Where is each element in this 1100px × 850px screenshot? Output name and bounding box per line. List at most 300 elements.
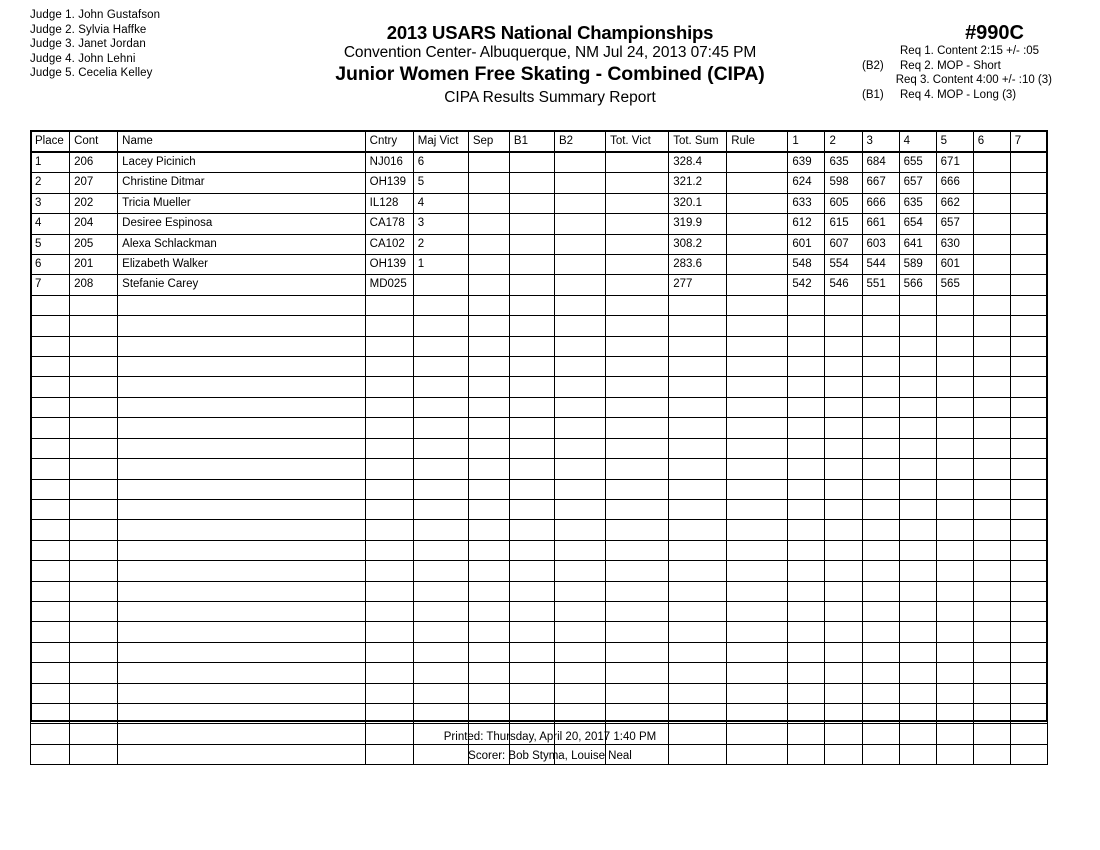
cell-empty	[936, 418, 973, 438]
cell-empty	[365, 540, 413, 560]
cell-empty	[468, 561, 509, 581]
title-block	[335, 22, 764, 108]
cell-empty	[936, 336, 973, 356]
cell-empty	[606, 540, 669, 560]
cell-empty	[70, 295, 118, 315]
table-row-empty	[31, 479, 1048, 499]
cell-empty	[468, 357, 509, 377]
cell-empty	[825, 418, 862, 438]
venue-line: Convention Center- Albuquerque, NM Jul 24, 2013 07:45 PM	[343, 44, 757, 61]
cell-empty	[509, 683, 554, 703]
cell-empty	[509, 377, 554, 397]
cell-cntry: IL128	[365, 193, 413, 213]
cell-judge-4-score: 635	[899, 193, 936, 213]
cell-empty	[788, 295, 825, 315]
cell-empty	[825, 581, 862, 601]
requirements-panel	[858, 22, 1052, 102]
cell-empty	[862, 438, 899, 458]
cell-empty	[825, 561, 862, 581]
cell-empty	[727, 377, 788, 397]
table-row-empty	[31, 581, 1048, 601]
cell-empty	[31, 418, 70, 438]
cell-cntry: CA178	[365, 214, 413, 234]
column-header-sep: Sep	[468, 131, 509, 153]
cell-empty	[862, 316, 899, 336]
cell-empty	[1010, 703, 1047, 723]
cell-empty	[118, 397, 365, 417]
cell-empty	[365, 295, 413, 315]
cell-name: Christine Ditmar	[118, 173, 365, 193]
cell-empty	[468, 520, 509, 540]
cell-empty	[1010, 479, 1047, 499]
cell-empty	[788, 601, 825, 621]
cell-empty	[509, 601, 554, 621]
table-row-empty	[31, 683, 1048, 703]
table-row-empty	[31, 459, 1048, 479]
table-row[interactable]	[31, 275, 1048, 295]
cell-empty	[973, 540, 1010, 560]
cell-judge-2-score: 554	[825, 255, 862, 275]
cell-empty	[509, 295, 554, 315]
cell-empty	[118, 642, 365, 662]
cell-empty	[1010, 499, 1047, 519]
table-row-empty	[31, 663, 1048, 683]
column-header-tot-vict: Tot. Vict	[606, 131, 669, 153]
cell-empty	[899, 601, 936, 621]
cell-empty	[118, 663, 365, 683]
cell-empty	[669, 479, 727, 499]
cell-empty	[70, 663, 118, 683]
cell-empty	[973, 581, 1010, 601]
cell-empty	[825, 683, 862, 703]
cell-empty	[973, 622, 1010, 642]
cell-empty	[70, 336, 118, 356]
cell-empty	[365, 622, 413, 642]
cell-empty	[727, 499, 788, 519]
cell-empty	[509, 561, 554, 581]
cell-empty	[727, 642, 788, 662]
cell-maj-vict: 6	[413, 152, 468, 173]
cell-empty	[31, 581, 70, 601]
cell-empty	[899, 357, 936, 377]
cell-empty	[31, 561, 70, 581]
cell-empty	[669, 418, 727, 438]
cell-judge-1-score: 548	[788, 255, 825, 275]
cell-b2	[554, 193, 605, 213]
cell-empty	[413, 418, 468, 438]
cell-empty	[825, 295, 862, 315]
cell-empty	[727, 663, 788, 683]
cell-empty	[973, 561, 1010, 581]
table-row[interactable]	[31, 152, 1048, 173]
cell-empty	[862, 520, 899, 540]
cell-empty	[669, 357, 727, 377]
cell-empty	[1010, 561, 1047, 581]
cell-empty	[509, 438, 554, 458]
cell-empty	[413, 377, 468, 397]
cell-name: Lacey Picinich	[118, 152, 365, 173]
judge-list-item: Judge 2. Sylvia Haffke	[30, 23, 147, 36]
cell-tot-vict	[606, 214, 669, 234]
cell-judge-2-score: 615	[825, 214, 862, 234]
cell-maj-vict: 3	[413, 214, 468, 234]
cell-empty	[936, 642, 973, 662]
table-row-empty	[31, 601, 1048, 621]
table-row[interactable]	[31, 193, 1048, 213]
cell-judge-4-score: 641	[899, 234, 936, 254]
cell-judge-7-score	[1010, 173, 1047, 193]
cell-empty	[788, 581, 825, 601]
cell-empty	[31, 683, 70, 703]
cell-judge-5-score: 662	[936, 193, 973, 213]
judge-list-item: Judge 4. John Lehni	[30, 52, 136, 65]
cell-empty	[899, 479, 936, 499]
cell-rule	[727, 234, 788, 254]
cell-empty	[509, 703, 554, 723]
cell-empty	[788, 499, 825, 519]
cell-empty	[1010, 601, 1047, 621]
cell-judge-3-score: 661	[862, 214, 899, 234]
cell-judge-1-score: 639	[788, 152, 825, 173]
cell-empty	[1010, 683, 1047, 703]
cell-empty	[862, 540, 899, 560]
cell-empty	[936, 316, 973, 336]
cell-judge-3-score: 667	[862, 173, 899, 193]
cell-empty	[554, 499, 605, 519]
cell-rule	[727, 152, 788, 173]
cell-judge-2-score: 635	[825, 152, 862, 173]
cell-empty	[70, 479, 118, 499]
cell-empty	[606, 622, 669, 642]
cell-place: 6	[31, 255, 70, 275]
cell-empty	[825, 336, 862, 356]
cell-maj-vict: 5	[413, 173, 468, 193]
cell-empty	[825, 357, 862, 377]
cell-empty	[1010, 316, 1047, 336]
cell-empty	[899, 622, 936, 642]
cell-empty	[788, 663, 825, 683]
cell-empty	[31, 459, 70, 479]
column-header-b2: B2	[554, 131, 605, 153]
cell-empty	[727, 438, 788, 458]
cell-place: 7	[31, 275, 70, 295]
cell-empty	[669, 561, 727, 581]
cell-empty	[606, 438, 669, 458]
cell-empty	[899, 561, 936, 581]
cell-judge-7-score	[1010, 214, 1047, 234]
judges-panel	[30, 8, 160, 81]
column-header-rule: Rule	[727, 131, 788, 153]
cell-judge-5-score: 565	[936, 275, 973, 295]
column-header-name: Name	[118, 131, 365, 153]
cell-judge-1-score: 624	[788, 173, 825, 193]
cell-empty	[70, 459, 118, 479]
cell-empty	[413, 499, 468, 519]
table-row[interactable]	[31, 255, 1048, 275]
cell-empty	[70, 377, 118, 397]
cell-empty	[669, 683, 727, 703]
cell-empty	[669, 540, 727, 560]
table-header-row	[31, 131, 1048, 153]
cell-empty	[899, 438, 936, 458]
cell-empty	[899, 459, 936, 479]
cell-empty	[788, 418, 825, 438]
cell-empty	[1010, 357, 1047, 377]
cell-empty	[669, 397, 727, 417]
table-row-empty	[31, 397, 1048, 417]
cell-empty	[899, 683, 936, 703]
cell-empty	[727, 459, 788, 479]
cell-empty	[365, 316, 413, 336]
cell-empty	[468, 683, 509, 703]
cell-empty	[899, 540, 936, 560]
cell-empty	[825, 642, 862, 662]
cell-empty	[468, 581, 509, 601]
cell-empty	[936, 540, 973, 560]
cell-empty	[468, 316, 509, 336]
requirement-text: Req 1. Content 2:15 +/- :05	[900, 45, 1040, 57]
cell-empty	[365, 377, 413, 397]
cell-empty	[509, 581, 554, 601]
cell-empty	[788, 459, 825, 479]
cell-empty	[788, 357, 825, 377]
cell-cntry: NJ016	[365, 152, 413, 173]
table-row[interactable]	[31, 173, 1048, 193]
cell-empty	[413, 581, 468, 601]
results-table	[30, 130, 1048, 765]
cell-empty	[70, 642, 118, 662]
cell-cntry: OH139	[365, 173, 413, 193]
cell-empty	[509, 397, 554, 417]
cell-judge-1-score: 542	[788, 275, 825, 295]
cell-empty	[31, 336, 70, 356]
cell-empty	[788, 316, 825, 336]
cell-judge-6-score	[973, 173, 1010, 193]
cell-empty	[118, 581, 365, 601]
cell-tot-sum: 320.1	[669, 193, 727, 213]
cell-cont: 201	[70, 255, 118, 275]
cell-empty	[413, 683, 468, 703]
cell-empty	[554, 336, 605, 356]
cell-empty	[70, 357, 118, 377]
cell-empty	[669, 499, 727, 519]
cell-empty	[1010, 520, 1047, 540]
cell-empty	[413, 642, 468, 662]
cell-empty	[70, 601, 118, 621]
cell-empty	[365, 561, 413, 581]
cell-empty	[973, 357, 1010, 377]
cell-empty	[825, 663, 862, 683]
cell-judge-3-score: 544	[862, 255, 899, 275]
cell-empty	[825, 397, 862, 417]
cell-rule	[727, 255, 788, 275]
cell-empty	[669, 601, 727, 621]
cell-empty	[118, 377, 365, 397]
cell-empty	[788, 683, 825, 703]
cell-judge-5-score: 630	[936, 234, 973, 254]
cell-cont: 208	[70, 275, 118, 295]
cell-empty	[365, 703, 413, 723]
cell-empty	[669, 336, 727, 356]
cell-name: Stefanie Carey	[118, 275, 365, 295]
cell-judge-7-score	[1010, 152, 1047, 173]
cell-empty	[70, 520, 118, 540]
cell-empty	[606, 357, 669, 377]
cell-sep	[468, 152, 509, 173]
report-header	[0, 0, 1100, 120]
cell-empty	[669, 459, 727, 479]
requirement-prefix: (B1)	[862, 88, 884, 101]
cell-maj-vict	[413, 275, 468, 295]
cell-judge-2-score: 546	[825, 275, 862, 295]
table-row[interactable]	[31, 234, 1048, 254]
cell-empty	[31, 520, 70, 540]
cell-empty	[936, 663, 973, 683]
cell-empty	[1010, 438, 1047, 458]
cell-tot-vict	[606, 152, 669, 173]
cell-empty	[70, 540, 118, 560]
cell-empty	[669, 703, 727, 723]
cell-empty	[509, 316, 554, 336]
cell-empty	[1010, 418, 1047, 438]
cell-empty	[936, 479, 973, 499]
cell-rule	[727, 193, 788, 213]
cell-b1	[509, 275, 554, 295]
cell-empty	[118, 479, 365, 499]
cell-empty	[509, 357, 554, 377]
cell-place: 5	[31, 234, 70, 254]
cell-empty	[936, 357, 973, 377]
results-table-container	[30, 130, 1048, 765]
cell-empty	[70, 581, 118, 601]
cell-b2	[554, 173, 605, 193]
cell-empty	[554, 479, 605, 499]
cell-empty	[554, 397, 605, 417]
cell-empty	[727, 295, 788, 315]
column-header-6: 6	[973, 131, 1010, 153]
cell-empty	[606, 336, 669, 356]
cell-empty	[788, 397, 825, 417]
cell-judge-6-score	[973, 193, 1010, 213]
cell-empty	[70, 683, 118, 703]
cell-empty	[862, 642, 899, 662]
cell-empty	[468, 540, 509, 560]
cell-tot-vict	[606, 234, 669, 254]
cell-tot-vict	[606, 193, 669, 213]
cell-empty	[973, 438, 1010, 458]
cell-empty	[973, 520, 1010, 540]
cell-empty	[936, 499, 973, 519]
cell-judge-7-score	[1010, 193, 1047, 213]
table-row-empty	[31, 377, 1048, 397]
cell-empty	[936, 561, 973, 581]
table-row-empty	[31, 316, 1048, 336]
cell-empty	[825, 459, 862, 479]
cell-empty	[31, 663, 70, 683]
cell-empty	[936, 683, 973, 703]
cell-empty	[413, 438, 468, 458]
cell-empty	[31, 357, 70, 377]
cell-empty	[862, 397, 899, 417]
cell-empty	[825, 540, 862, 560]
cell-empty	[788, 561, 825, 581]
cell-empty	[899, 499, 936, 519]
event-number: #990C	[965, 22, 1024, 44]
cell-cntry: MD025	[365, 275, 413, 295]
table-row-empty	[31, 357, 1048, 377]
cell-empty	[606, 561, 669, 581]
cell-empty	[862, 499, 899, 519]
cell-empty	[413, 316, 468, 336]
cell-empty	[413, 601, 468, 621]
cell-empty	[936, 520, 973, 540]
cell-tot-sum: 319.9	[669, 214, 727, 234]
cell-maj-vict: 2	[413, 234, 468, 254]
cell-judge-5-score: 657	[936, 214, 973, 234]
cell-empty	[936, 581, 973, 601]
cell-empty	[727, 683, 788, 703]
cell-empty	[31, 295, 70, 315]
cell-empty	[70, 561, 118, 581]
cell-empty	[936, 295, 973, 315]
cell-empty	[669, 316, 727, 336]
cell-empty	[1010, 622, 1047, 642]
cell-empty	[669, 663, 727, 683]
cell-empty	[936, 438, 973, 458]
cell-empty	[509, 663, 554, 683]
cell-empty	[862, 377, 899, 397]
column-header-5: 5	[936, 131, 973, 153]
cell-empty	[788, 377, 825, 397]
cell-empty	[899, 418, 936, 438]
cell-empty	[554, 295, 605, 315]
cell-empty	[825, 703, 862, 723]
cell-cont: 207	[70, 173, 118, 193]
cell-empty	[554, 601, 605, 621]
cell-empty	[1010, 642, 1047, 662]
cell-empty	[509, 642, 554, 662]
table-row[interactable]	[31, 214, 1048, 234]
cell-empty	[825, 499, 862, 519]
cell-empty	[1010, 540, 1047, 560]
cell-empty	[862, 357, 899, 377]
cell-empty	[606, 479, 669, 499]
cell-empty	[118, 418, 365, 438]
cell-judge-3-score: 551	[862, 275, 899, 295]
cell-empty	[70, 316, 118, 336]
cell-empty	[899, 316, 936, 336]
cell-empty	[862, 479, 899, 499]
cell-empty	[862, 663, 899, 683]
cell-empty	[31, 703, 70, 723]
cell-b1	[509, 152, 554, 173]
cell-empty	[31, 438, 70, 458]
table-row-empty	[31, 703, 1048, 723]
results-table-body	[31, 152, 1048, 765]
cell-place: 4	[31, 214, 70, 234]
cell-name: Desiree Espinosa	[118, 214, 365, 234]
cell-maj-vict: 4	[413, 193, 468, 213]
cell-empty	[31, 377, 70, 397]
cell-judge-5-score: 666	[936, 173, 973, 193]
cell-empty	[862, 295, 899, 315]
cell-empty	[862, 601, 899, 621]
results-table-head	[31, 131, 1048, 153]
cell-empty	[862, 459, 899, 479]
cell-empty	[727, 397, 788, 417]
column-header-b1: B1	[509, 131, 554, 153]
cell-judge-4-score: 654	[899, 214, 936, 234]
